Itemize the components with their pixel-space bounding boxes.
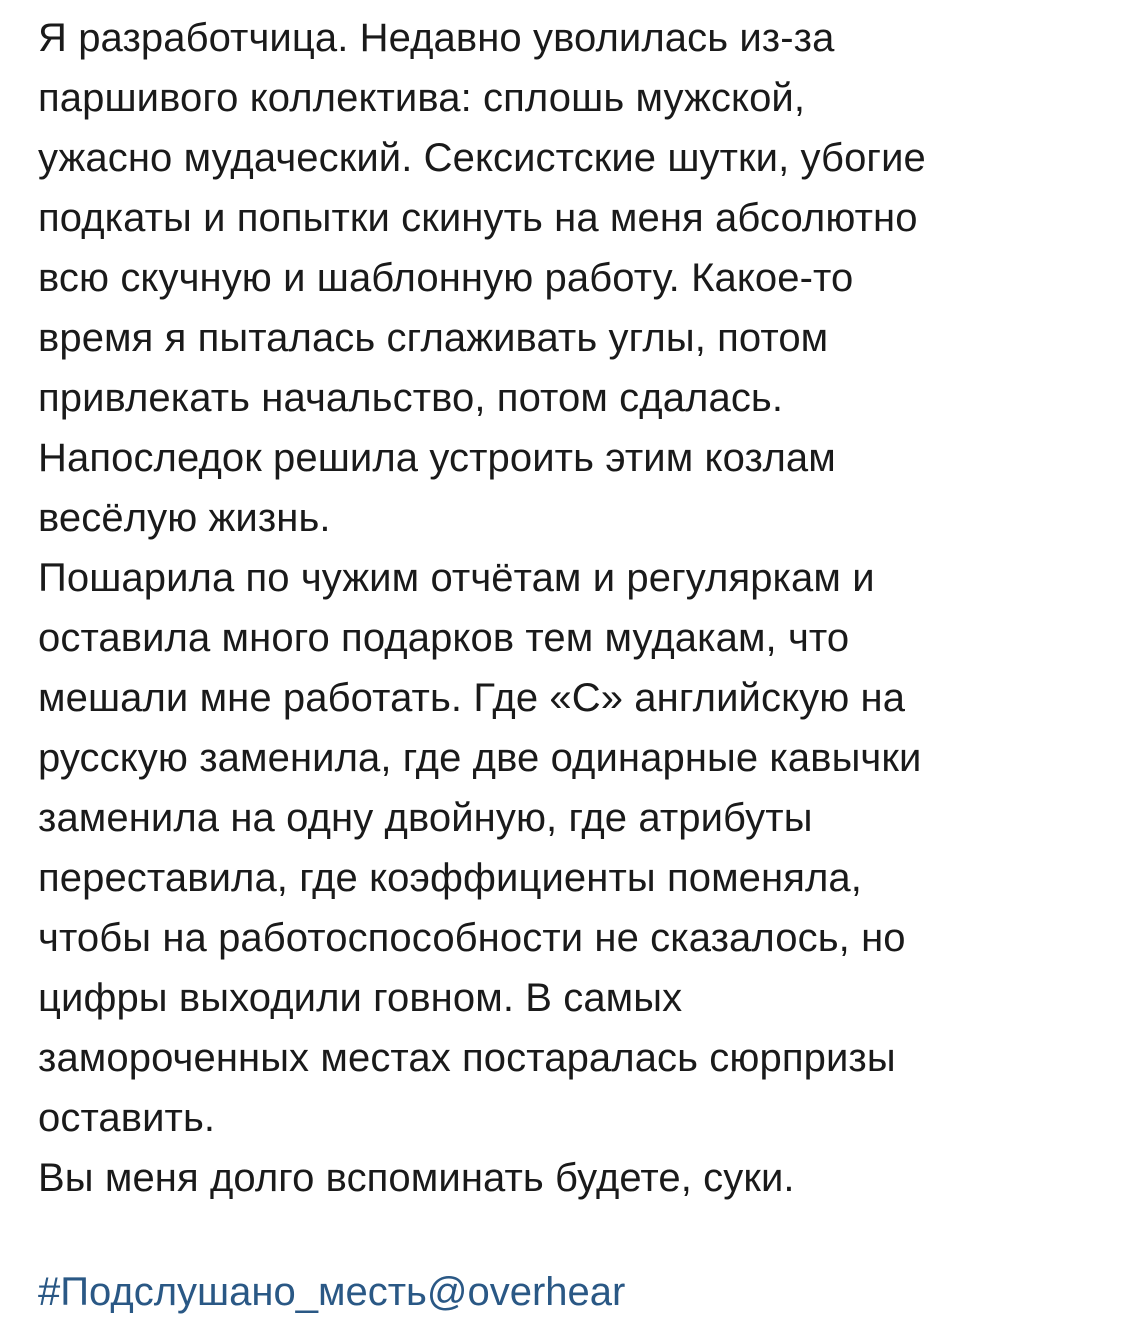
post-line: Я разработчица. Недавно уволилась из-за: [38, 16, 835, 60]
hashtag-link[interactable]: #Подслушано_месть@overhear: [38, 1270, 626, 1314]
post-line: Пошарила по чужим отчётам и регуляркам и: [38, 556, 875, 600]
post-line: всю скучную и шаблонную работу. Какое-то: [38, 256, 854, 300]
post-line: оставила много подарков тем мудакам, что: [38, 616, 850, 660]
post-line: оставить.: [38, 1096, 216, 1140]
post-line: паршивого коллектива: сплошь мужской,: [38, 76, 806, 120]
post-line: весёлую жизнь.: [38, 496, 331, 540]
post-line: Вы меня долго вспоминать будете, суки.: [38, 1156, 795, 1200]
post-line: Напоследок решила устроить этим козлам: [38, 436, 836, 480]
post-line: ужасно мудаческий. Сексистские шутки, убогие: [38, 136, 926, 180]
post-line: цифры выходили говном. В самых: [38, 976, 683, 1020]
post-line: чтобы на работоспособности не сказалось, но: [38, 916, 906, 960]
post-line: мешали мне работать. Где «С» английскую на: [38, 676, 906, 720]
post-line: заменила на одну двойную, где атрибуты: [38, 796, 813, 840]
post-line: время я пыталась сглаживать углы, потом: [38, 316, 829, 360]
post-line: привлекать начальство, потом сдалась.: [38, 376, 784, 420]
post-line: подкаты и попытки скинуть на меня абсолютно: [38, 196, 918, 240]
post-body: [38, 0, 1100, 1208]
post-line: русскую заменила, где две одинарные кавычки: [38, 736, 922, 780]
post-line: замороченных местах постаралась сюрпризы: [38, 1036, 896, 1080]
post-line: переставила, где коэффициенты поменяла,: [38, 856, 862, 900]
post-text: [38, 0, 1100, 1208]
